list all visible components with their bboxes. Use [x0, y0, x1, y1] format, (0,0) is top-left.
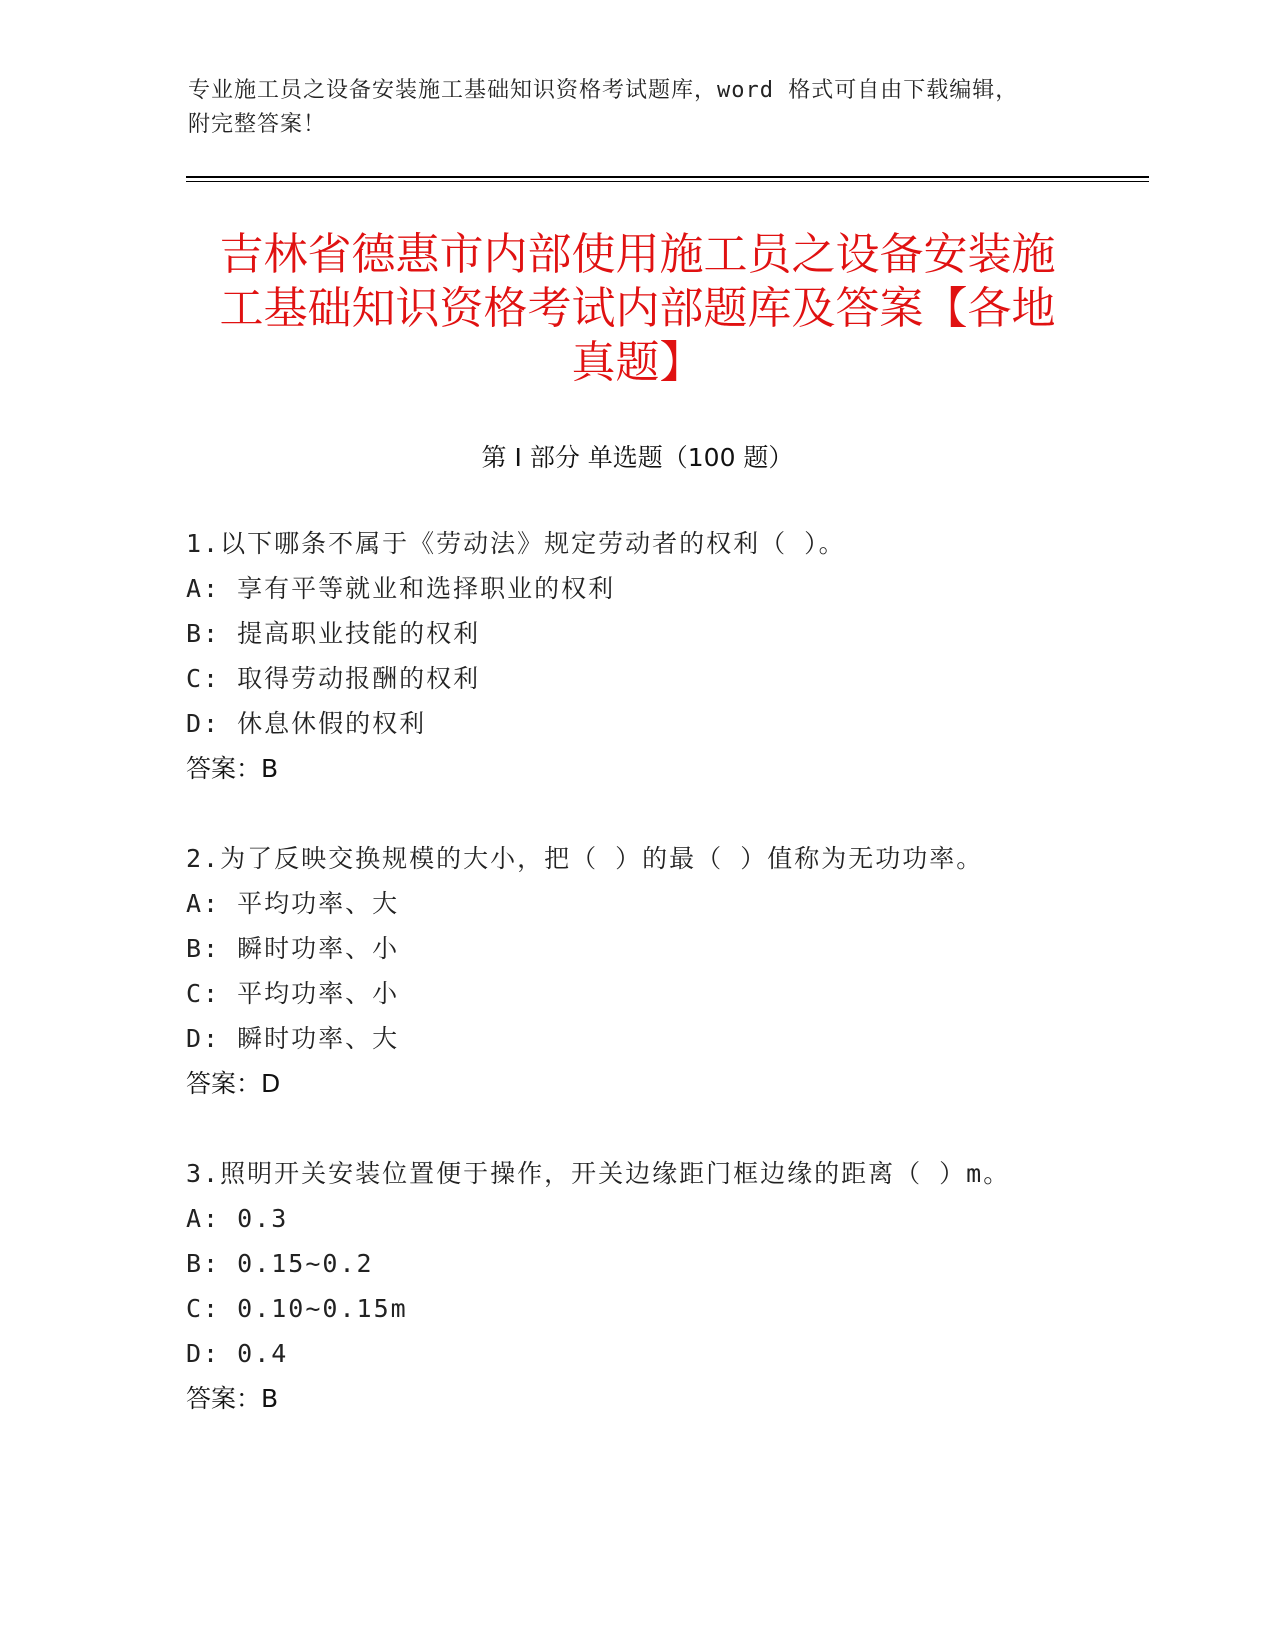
option-b: B: 瞬时功率、小 [186, 934, 400, 963]
title-line-3: 真题】 [571, 337, 704, 388]
header-divider-thick [186, 176, 1149, 178]
question-stem: 3.照明开关安装位置便于操作，开关边缘距门框边缘的距离（ ）m。 [186, 1159, 1011, 1188]
option-d: D: 瞬时功率、大 [186, 1024, 400, 1053]
question-stem: 1.以下哪条不属于《劳动法》规定劳动者的权利（ ）。 [186, 529, 846, 558]
question-stem: 2.为了反映交换规模的大小，把（ ）的最（ ）值称为无功功率。 [186, 844, 984, 873]
document-title [186, 228, 1089, 390]
answer: 答案：D [186, 1069, 281, 1098]
intro-line-2: 附完整答案！ [188, 112, 327, 137]
title-line-2: 工基础知识资格考试内部题库及答案【各地 [219, 283, 1056, 334]
option-a: A: 享有平等就业和选择职业的权利 [186, 574, 616, 603]
answer: 答案：B [186, 1384, 279, 1413]
answer: 答案：B [186, 754, 279, 783]
option-a: A: 平均功率、大 [186, 889, 400, 918]
option-d: D: 休息休假的权利 [186, 709, 427, 738]
header-divider-thin [186, 181, 1149, 182]
question-3 [186, 1151, 1146, 1421]
option-c: C: 0.10~0.15m [186, 1294, 408, 1323]
question-2 [186, 836, 1146, 1106]
option-a: A: 0.3 [186, 1204, 289, 1233]
option-d: D: 0.4 [186, 1339, 289, 1368]
question-1 [186, 521, 1146, 791]
option-c: C: 取得劳动报酬的权利 [186, 664, 481, 693]
intro-line-1: 专业施工员之设备安装施工基础知识资格考试题库，word 格式可自由下载编辑， [188, 78, 1019, 103]
option-c: C: 平均功率、小 [186, 979, 400, 1008]
option-b: B: 提高职业技能的权利 [186, 619, 481, 648]
intro-text [188, 74, 1088, 142]
title-line-1: 吉林省德惠市内部使用施工员之设备安装施 [219, 229, 1056, 280]
option-b: B: 0.15~0.2 [186, 1249, 374, 1278]
section-heading: 第 I 部分 单选题（100 题） [481, 443, 794, 472]
